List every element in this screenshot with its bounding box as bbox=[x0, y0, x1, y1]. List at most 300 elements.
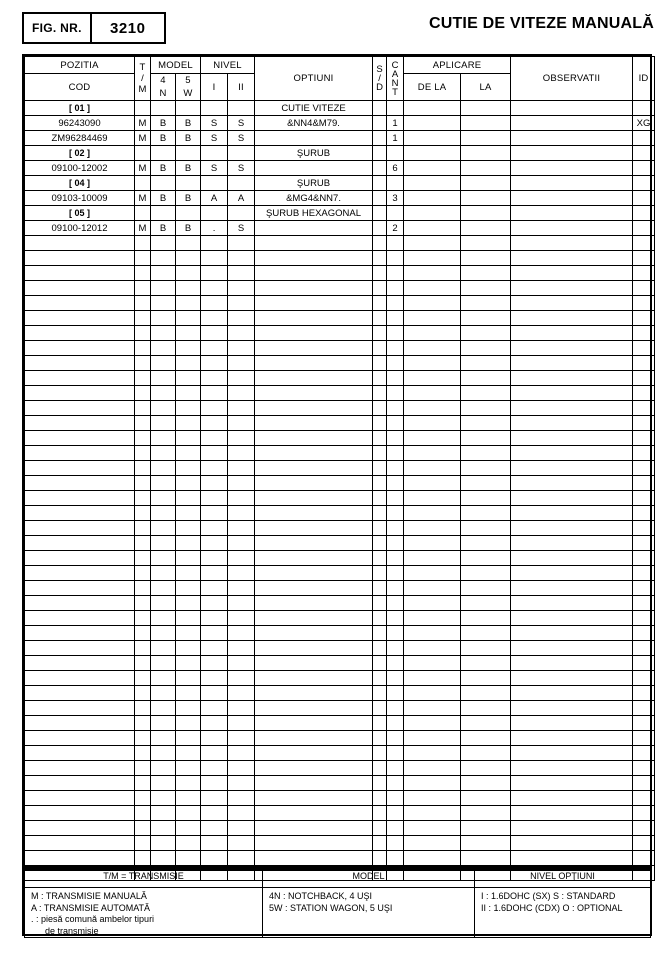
empty-cell bbox=[373, 566, 387, 581]
empty-cell bbox=[228, 266, 255, 281]
empty-cell bbox=[404, 686, 461, 701]
table-row-empty bbox=[25, 341, 655, 356]
table-row[interactable] bbox=[25, 191, 655, 206]
empty-cell bbox=[25, 461, 135, 476]
empty-cell bbox=[151, 626, 176, 641]
row-sd bbox=[373, 191, 387, 206]
parts-table-head bbox=[25, 57, 655, 101]
legend-body-model bbox=[263, 888, 475, 938]
legend-body-row bbox=[25, 888, 651, 938]
row-model-4n: B bbox=[151, 131, 176, 146]
empty-cell bbox=[511, 746, 633, 761]
empty-cell bbox=[25, 836, 135, 851]
empty-cell bbox=[255, 716, 373, 731]
empty-cell bbox=[135, 821, 151, 836]
table-row-empty bbox=[25, 311, 655, 326]
empty-cell bbox=[461, 566, 511, 581]
row-nivel-ii bbox=[228, 101, 255, 116]
empty-cell bbox=[151, 791, 176, 806]
empty-cell bbox=[387, 296, 404, 311]
empty-cell bbox=[176, 656, 201, 671]
row-nivel-ii: S bbox=[228, 116, 255, 131]
empty-cell bbox=[201, 701, 228, 716]
empty-cell bbox=[255, 746, 373, 761]
empty-cell bbox=[135, 641, 151, 656]
empty-cell bbox=[387, 701, 404, 716]
empty-cell bbox=[373, 701, 387, 716]
empty-cell bbox=[511, 266, 633, 281]
empty-cell bbox=[404, 326, 461, 341]
empty-cell bbox=[387, 581, 404, 596]
row-nivel-ii: S bbox=[228, 221, 255, 236]
row-nivel-i bbox=[201, 146, 228, 161]
empty-cell bbox=[228, 701, 255, 716]
th-aplicare: APLICARE bbox=[404, 57, 511, 74]
empty-cell bbox=[387, 461, 404, 476]
empty-cell bbox=[176, 791, 201, 806]
empty-cell bbox=[633, 686, 655, 701]
empty-cell bbox=[633, 251, 655, 266]
row-nivel-i bbox=[201, 176, 228, 191]
empty-cell bbox=[373, 311, 387, 326]
empty-cell bbox=[387, 596, 404, 611]
row-la bbox=[461, 161, 511, 176]
empty-cell bbox=[373, 296, 387, 311]
empty-cell bbox=[404, 731, 461, 746]
empty-cell bbox=[255, 311, 373, 326]
empty-cell bbox=[387, 356, 404, 371]
empty-cell bbox=[404, 536, 461, 551]
empty-cell bbox=[228, 836, 255, 851]
empty-cell bbox=[176, 536, 201, 551]
legend-nivel-line-2: II : 1.6DOHC (CDX) O : OPTIONAL bbox=[481, 902, 623, 913]
empty-cell bbox=[511, 431, 633, 446]
empty-cell bbox=[633, 401, 655, 416]
empty-cell bbox=[25, 641, 135, 656]
empty-cell bbox=[25, 731, 135, 746]
empty-cell bbox=[25, 281, 135, 296]
empty-cell bbox=[135, 716, 151, 731]
empty-cell bbox=[176, 416, 201, 431]
row-observatii bbox=[511, 176, 633, 191]
empty-cell bbox=[135, 536, 151, 551]
empty-cell bbox=[511, 851, 633, 866]
empty-cell bbox=[461, 461, 511, 476]
empty-cell bbox=[404, 566, 461, 581]
row-id bbox=[633, 131, 655, 146]
empty-cell bbox=[25, 701, 135, 716]
empty-cell bbox=[135, 686, 151, 701]
empty-cell bbox=[228, 296, 255, 311]
row-sd bbox=[373, 221, 387, 236]
empty-cell bbox=[176, 326, 201, 341]
row-nivel-ii: S bbox=[228, 161, 255, 176]
row-la bbox=[461, 176, 511, 191]
empty-cell bbox=[201, 236, 228, 251]
empty-cell bbox=[151, 776, 176, 791]
empty-cell bbox=[387, 671, 404, 686]
empty-cell bbox=[404, 806, 461, 821]
row-sd bbox=[373, 101, 387, 116]
row-optiuni bbox=[255, 161, 373, 176]
row-la bbox=[461, 131, 511, 146]
empty-cell bbox=[387, 611, 404, 626]
empty-cell bbox=[151, 476, 176, 491]
table-row-empty bbox=[25, 236, 655, 251]
empty-cell bbox=[511, 461, 633, 476]
empty-cell bbox=[404, 401, 461, 416]
empty-cell bbox=[151, 506, 176, 521]
empty-cell bbox=[228, 626, 255, 641]
th-optiuni: OPTIUNI bbox=[255, 57, 373, 101]
table-row-empty bbox=[25, 686, 655, 701]
legend-transmisie-line-3: . : piesă comună ambelor tipuri bbox=[31, 914, 155, 924]
table-row[interactable] bbox=[25, 176, 655, 191]
empty-cell bbox=[151, 371, 176, 386]
empty-cell bbox=[201, 401, 228, 416]
legend-nivel-lines bbox=[475, 888, 650, 914]
empty-cell bbox=[511, 761, 633, 776]
empty-cell bbox=[404, 296, 461, 311]
empty-cell bbox=[373, 746, 387, 761]
empty-cell bbox=[255, 461, 373, 476]
table-row-empty bbox=[25, 746, 655, 761]
empty-cell bbox=[255, 356, 373, 371]
empty-cell bbox=[135, 476, 151, 491]
empty-cell bbox=[511, 236, 633, 251]
empty-cell bbox=[255, 656, 373, 671]
th-model-4n-bottom: N bbox=[151, 87, 176, 101]
table-row-empty bbox=[25, 821, 655, 836]
empty-cell bbox=[373, 521, 387, 536]
parts-table-frame bbox=[22, 54, 652, 868]
empty-cell bbox=[135, 356, 151, 371]
row-la bbox=[461, 206, 511, 221]
row-observatii bbox=[511, 191, 633, 206]
empty-cell bbox=[228, 821, 255, 836]
empty-cell bbox=[373, 341, 387, 356]
empty-cell bbox=[255, 236, 373, 251]
empty-cell bbox=[511, 476, 633, 491]
empty-cell bbox=[373, 371, 387, 386]
empty-cell bbox=[255, 731, 373, 746]
empty-cell bbox=[373, 731, 387, 746]
row-nivel-i: . bbox=[201, 221, 228, 236]
empty-cell bbox=[25, 401, 135, 416]
empty-cell bbox=[404, 656, 461, 671]
row-tm bbox=[135, 206, 151, 221]
table-row[interactable] bbox=[25, 101, 655, 116]
empty-cell bbox=[387, 536, 404, 551]
table-row-empty bbox=[25, 581, 655, 596]
empty-cell bbox=[511, 611, 633, 626]
empty-cell bbox=[201, 446, 228, 461]
row-nivel-i bbox=[201, 206, 228, 221]
empty-cell bbox=[151, 461, 176, 476]
row-model-4n: B bbox=[151, 161, 176, 176]
empty-cell bbox=[511, 701, 633, 716]
empty-cell bbox=[228, 371, 255, 386]
table-row[interactable] bbox=[25, 131, 655, 146]
row-id bbox=[633, 206, 655, 221]
empty-cell bbox=[25, 236, 135, 251]
empty-cell bbox=[201, 821, 228, 836]
empty-cell bbox=[176, 461, 201, 476]
row-de-la bbox=[404, 131, 461, 146]
row-sd bbox=[373, 176, 387, 191]
empty-cell bbox=[25, 251, 135, 266]
empty-cell bbox=[461, 686, 511, 701]
empty-cell bbox=[25, 266, 135, 281]
empty-cell bbox=[135, 701, 151, 716]
empty-cell bbox=[228, 641, 255, 656]
empty-cell bbox=[135, 296, 151, 311]
empty-cell bbox=[404, 506, 461, 521]
empty-cell bbox=[201, 266, 228, 281]
row-observatii bbox=[511, 161, 633, 176]
empty-cell bbox=[461, 746, 511, 761]
empty-cell bbox=[633, 761, 655, 776]
empty-cell bbox=[387, 386, 404, 401]
empty-cell bbox=[228, 731, 255, 746]
empty-cell bbox=[511, 566, 633, 581]
empty-cell bbox=[201, 806, 228, 821]
table-row-empty bbox=[25, 416, 655, 431]
empty-cell bbox=[151, 671, 176, 686]
table-row-empty bbox=[25, 296, 655, 311]
empty-cell bbox=[201, 641, 228, 656]
row-observatii bbox=[511, 116, 633, 131]
th-cant-line-4: T bbox=[392, 86, 398, 98]
empty-cell bbox=[201, 356, 228, 371]
empty-cell bbox=[25, 356, 135, 371]
table-row-empty bbox=[25, 641, 655, 656]
table-row-empty bbox=[25, 251, 655, 266]
table-row-empty bbox=[25, 791, 655, 806]
row-model-4n: B bbox=[151, 221, 176, 236]
empty-cell bbox=[176, 761, 201, 776]
empty-cell bbox=[176, 836, 201, 851]
empty-cell bbox=[511, 671, 633, 686]
empty-cell bbox=[201, 326, 228, 341]
empty-cell bbox=[151, 761, 176, 776]
empty-cell bbox=[228, 431, 255, 446]
row-cant: 3 bbox=[387, 191, 404, 206]
empty-cell bbox=[461, 821, 511, 836]
empty-cell bbox=[151, 716, 176, 731]
empty-cell bbox=[255, 401, 373, 416]
table-row[interactable] bbox=[25, 146, 655, 161]
empty-cell bbox=[633, 371, 655, 386]
empty-cell bbox=[387, 806, 404, 821]
empty-cell bbox=[228, 521, 255, 536]
empty-cell bbox=[151, 821, 176, 836]
row-position: [ 04 ] bbox=[25, 176, 135, 191]
row-de-la bbox=[404, 191, 461, 206]
empty-cell bbox=[633, 836, 655, 851]
empty-cell bbox=[135, 326, 151, 341]
th-nivel-ii: II bbox=[228, 74, 255, 101]
row-de-la bbox=[404, 101, 461, 116]
empty-cell bbox=[25, 806, 135, 821]
empty-cell bbox=[25, 371, 135, 386]
empty-cell bbox=[135, 611, 151, 626]
table-row[interactable] bbox=[25, 221, 655, 236]
empty-cell bbox=[461, 416, 511, 431]
row-id bbox=[633, 161, 655, 176]
empty-cell bbox=[461, 656, 511, 671]
row-code: 96243090 bbox=[25, 116, 135, 131]
table-row-empty bbox=[25, 401, 655, 416]
table-row[interactable] bbox=[25, 161, 655, 176]
empty-cell bbox=[387, 281, 404, 296]
empty-cell bbox=[255, 521, 373, 536]
row-id bbox=[633, 176, 655, 191]
empty-cell bbox=[511, 281, 633, 296]
empty-cell bbox=[228, 356, 255, 371]
empty-cell bbox=[135, 596, 151, 611]
row-model-5w bbox=[176, 146, 201, 161]
empty-cell bbox=[25, 566, 135, 581]
empty-cell bbox=[255, 536, 373, 551]
empty-cell bbox=[151, 416, 176, 431]
empty-cell bbox=[633, 506, 655, 521]
empty-cell bbox=[511, 326, 633, 341]
empty-cell bbox=[633, 341, 655, 356]
empty-cell bbox=[176, 551, 201, 566]
empty-cell bbox=[387, 491, 404, 506]
row-id: XG bbox=[633, 116, 655, 131]
empty-cell bbox=[135, 791, 151, 806]
empty-cell bbox=[404, 266, 461, 281]
empty-cell bbox=[461, 806, 511, 821]
empty-cell bbox=[201, 491, 228, 506]
empty-cell bbox=[151, 686, 176, 701]
row-id bbox=[633, 191, 655, 206]
empty-cell bbox=[201, 386, 228, 401]
empty-cell bbox=[633, 386, 655, 401]
empty-cell bbox=[511, 401, 633, 416]
empty-cell bbox=[373, 476, 387, 491]
row-la bbox=[461, 116, 511, 131]
empty-cell bbox=[633, 776, 655, 791]
empty-cell bbox=[151, 326, 176, 341]
empty-cell bbox=[633, 521, 655, 536]
empty-cell bbox=[387, 236, 404, 251]
empty-cell bbox=[25, 776, 135, 791]
empty-cell bbox=[176, 626, 201, 641]
empty-cell bbox=[255, 431, 373, 446]
empty-cell bbox=[255, 626, 373, 641]
empty-cell bbox=[511, 251, 633, 266]
empty-cell bbox=[404, 446, 461, 461]
table-row-empty bbox=[25, 386, 655, 401]
empty-cell bbox=[25, 671, 135, 686]
empty-cell bbox=[255, 296, 373, 311]
row-tm: M bbox=[135, 221, 151, 236]
empty-cell bbox=[404, 746, 461, 761]
row-nivel-ii: S bbox=[228, 131, 255, 146]
empty-cell bbox=[404, 776, 461, 791]
empty-cell bbox=[201, 251, 228, 266]
empty-cell bbox=[135, 491, 151, 506]
empty-cell bbox=[151, 386, 176, 401]
legend-transmisie-line-4: de transmisie bbox=[45, 925, 99, 936]
empty-cell bbox=[135, 386, 151, 401]
row-model-5w: B bbox=[176, 221, 201, 236]
empty-cell bbox=[404, 461, 461, 476]
row-id bbox=[633, 221, 655, 236]
empty-cell bbox=[176, 596, 201, 611]
row-description: CUTIE VITEZE bbox=[255, 101, 373, 116]
empty-cell bbox=[25, 521, 135, 536]
empty-cell bbox=[151, 641, 176, 656]
empty-cell bbox=[201, 596, 228, 611]
legend-block bbox=[22, 868, 652, 936]
empty-cell bbox=[25, 821, 135, 836]
empty-cell bbox=[387, 251, 404, 266]
empty-cell bbox=[228, 536, 255, 551]
empty-cell bbox=[151, 746, 176, 761]
empty-cell bbox=[176, 701, 201, 716]
empty-cell bbox=[373, 251, 387, 266]
row-model-5w: B bbox=[176, 161, 201, 176]
empty-cell bbox=[135, 341, 151, 356]
empty-cell bbox=[151, 731, 176, 746]
legend-nivel-line-1: I : 1.6DOHC (SX) S : STANDARD bbox=[481, 891, 616, 901]
empty-cell bbox=[373, 791, 387, 806]
table-row[interactable] bbox=[25, 116, 655, 131]
row-model-4n bbox=[151, 146, 176, 161]
empty-cell bbox=[151, 656, 176, 671]
empty-cell bbox=[373, 716, 387, 731]
empty-cell bbox=[633, 716, 655, 731]
empty-cell bbox=[255, 551, 373, 566]
empty-cell bbox=[135, 401, 151, 416]
empty-cell bbox=[633, 461, 655, 476]
empty-cell bbox=[373, 806, 387, 821]
table-row[interactable] bbox=[25, 206, 655, 221]
empty-cell bbox=[228, 476, 255, 491]
empty-cell bbox=[255, 776, 373, 791]
legend-title-model: MODEL bbox=[263, 871, 475, 888]
empty-cell bbox=[373, 326, 387, 341]
empty-cell bbox=[25, 716, 135, 731]
row-model-4n: B bbox=[151, 116, 176, 131]
empty-cell bbox=[404, 716, 461, 731]
empty-cell bbox=[373, 386, 387, 401]
empty-cell bbox=[461, 251, 511, 266]
empty-cell bbox=[387, 311, 404, 326]
row-observatii bbox=[511, 221, 633, 236]
table-row-empty bbox=[25, 536, 655, 551]
empty-cell bbox=[373, 836, 387, 851]
empty-cell bbox=[511, 506, 633, 521]
empty-cell bbox=[461, 581, 511, 596]
empty-cell bbox=[387, 401, 404, 416]
table-row-empty bbox=[25, 551, 655, 566]
empty-cell bbox=[373, 821, 387, 836]
empty-cell bbox=[25, 476, 135, 491]
row-tm: M bbox=[135, 116, 151, 131]
empty-cell bbox=[461, 761, 511, 776]
empty-cell bbox=[461, 836, 511, 851]
empty-cell bbox=[511, 491, 633, 506]
th-sd bbox=[373, 57, 387, 101]
empty-cell bbox=[228, 401, 255, 416]
empty-cell bbox=[201, 716, 228, 731]
table-row-empty bbox=[25, 671, 655, 686]
